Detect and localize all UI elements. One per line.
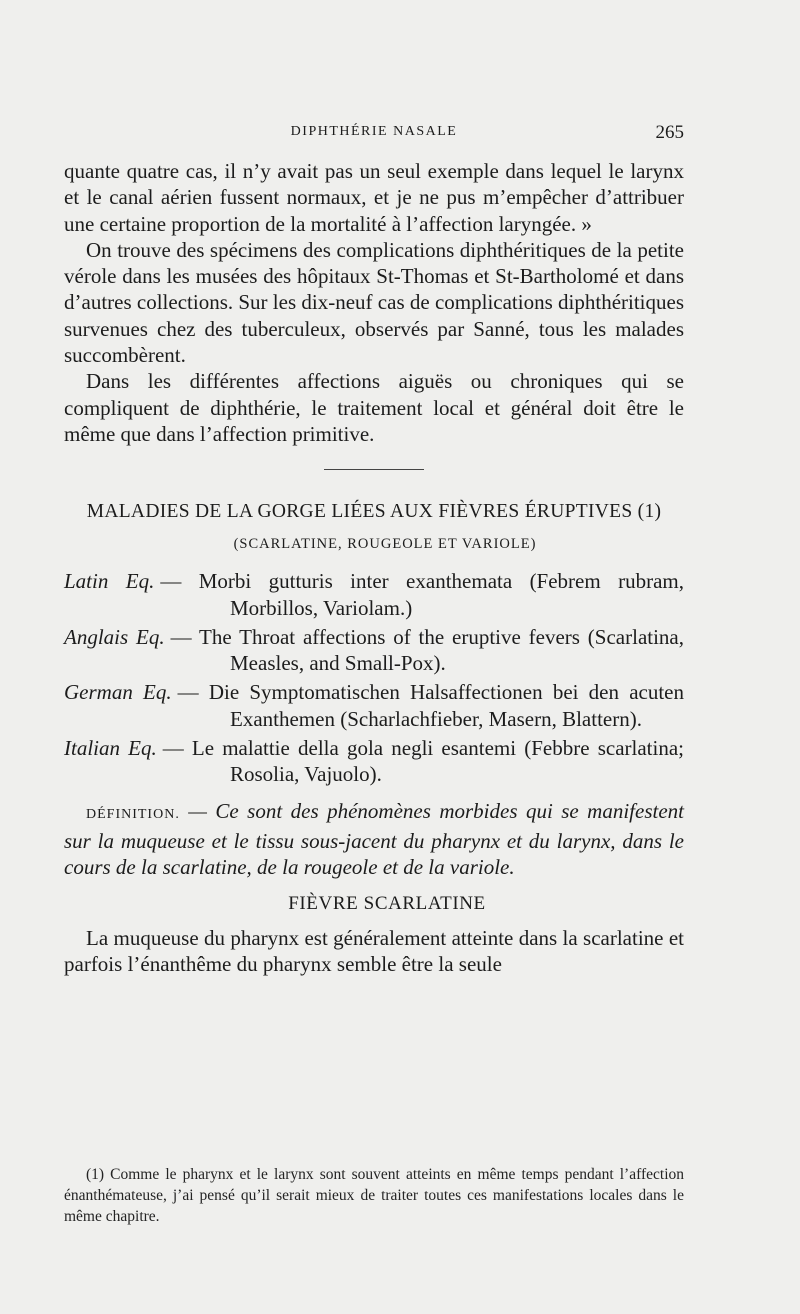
equivalent-label: Latin Eq. (64, 569, 155, 594)
page-body (64, 158, 684, 977)
equivalent-label: German Eq. (64, 680, 172, 705)
equivalent-label: Italian Eq. (64, 736, 157, 761)
subsection-title: FIÈVRE SCARLATINE (288, 892, 486, 914)
equivalent-text: — Morbi gutturis inter exanthemata (Febrem rubram, Morbillos, Variolam.) (160, 569, 684, 620)
equivalent-italian (64, 735, 684, 788)
page-number: 265 (655, 122, 684, 143)
paragraph-specimens: On trouve des spécimens des complications diphthéritiques de la petite vérole dans les musées des hôpitaux St-Thomas et St-Bartholomé et dans d’autres collections. Sur les dix-neuf cas de complications diphthéritiques survenues chez des tuberculeux, observés par Sanné, tous les malades succombèrent. (64, 237, 684, 368)
definition-paragraph (64, 798, 684, 881)
footnote (64, 1164, 684, 1227)
definition-text: — Ce sont des phénomènes morbides qui se manifestent sur la muqueuse et le tissu sous-jacent du pharynx et du larynx, dans le cours de la scarlatine, de la rougeole et de la variole. (64, 798, 684, 880)
paragraph-treatment: Dans les différentes affections aiguës ou chroniques qui se compliquent de diphthérie, le traitement local et général doit être le même que dans l’affection primitive. (64, 369, 684, 446)
page-header (64, 122, 684, 146)
equivalent-label: Anglais Eq. (64, 624, 165, 649)
equivalents-list (64, 568, 684, 787)
equivalent-text: — Die Symptomatischen Halsaffectionen bei den acuten Exanthemen (Scharlachfieber, Masern, Blattern). (177, 680, 685, 731)
equivalent-text: — The Throat affections of the eruptive fevers (Scarlatina, Measles, and Small-Pox). (170, 624, 685, 676)
section-divider (324, 469, 424, 470)
equivalent-german (64, 679, 684, 732)
footnote-text: (1) Comme le pharynx et le larynx sont souvent atteints en même temps pendant l’affection énanthémateuse, j’ai pensé qu’il serait mieux de traiter toutes ces manifestations locales dans le même chapitre. (64, 1166, 684, 1225)
equivalent-english (64, 624, 684, 677)
paragraph-scarlatine: La muqueuse du pharynx est généralement atteinte dans la scarlatine et parfois l’énanthême du pharynx semble être la seule (64, 925, 684, 976)
section-title: MALADIES DE LA GORGE LIÉES AUX FIÈVRES ÉRUPTIVES (1) (86, 501, 662, 523)
equivalent-text: — Le malattie della gola negli esantemi (Febbre scarlatina; Rosolia, Vajuolo). (162, 736, 684, 787)
paragraph-continuation: quante quatre cas, il n’y avait pas un seul exemple dans lequel le larynx et le canal aérien fussent normaux, et je ne pus m’empêcher d’attribuer une certaine proportion de la mortalité à l’affection laryngée. » (64, 159, 684, 236)
definition-label: DÉFINITION. (86, 806, 180, 822)
section-subtitle: (SCARLATINE, ROUGEOLE ET VARIOLE) (233, 536, 537, 553)
running-head: DIPHTHÉRIE NASALE (290, 124, 458, 139)
equivalent-latin (64, 568, 684, 621)
